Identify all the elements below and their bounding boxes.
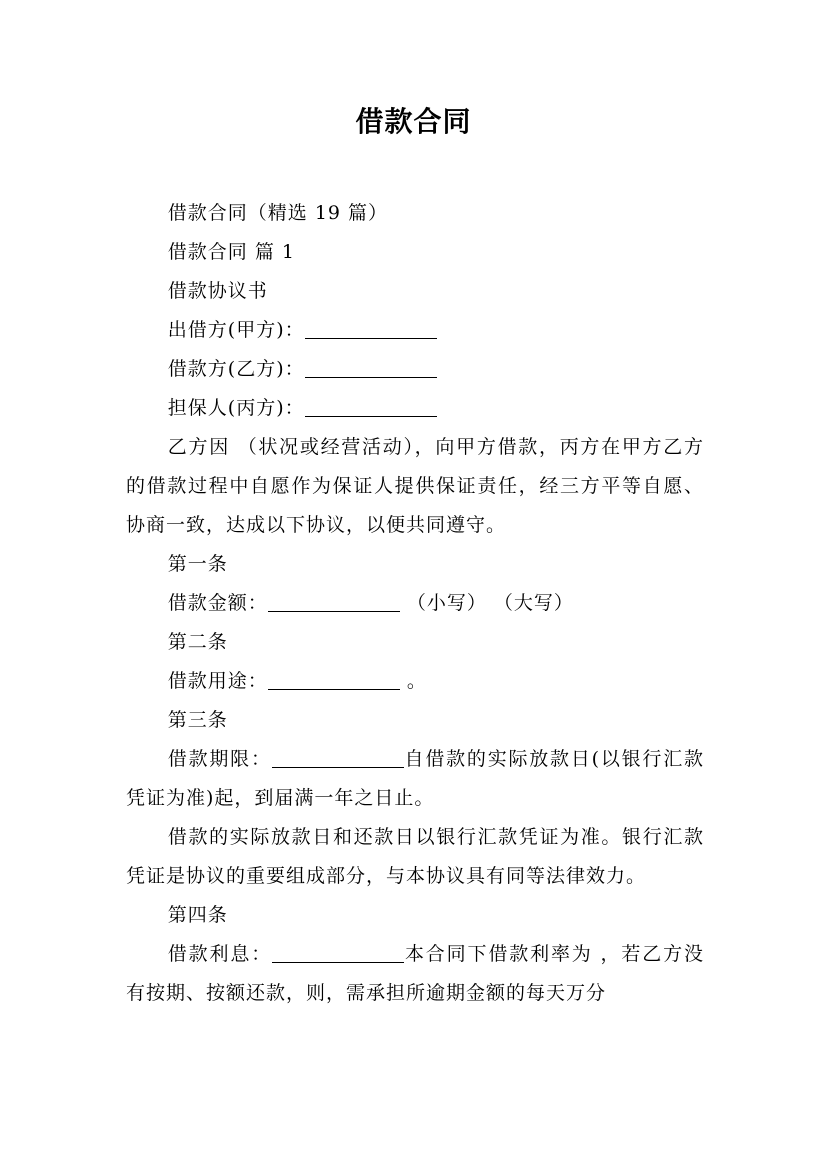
amount-line	[126, 584, 704, 623]
interest-paragraph	[126, 935, 704, 1013]
borrower-line	[126, 350, 704, 389]
document-title: 借款合同	[355, 105, 472, 138]
term-note-paragraph: 借款的实际放款日和还款日以银行汇款凭证为准。银行汇款凭证是协议的重要组成部分，与本协议具有同等法律效力。	[126, 826, 704, 887]
purpose-suffix: 。	[399, 670, 427, 692]
lender-blank	[305, 319, 437, 339]
term-paragraph	[126, 740, 704, 818]
purpose-line	[126, 662, 704, 701]
interest-blank	[272, 943, 404, 963]
chapter-line: 借款合同 篇 1	[167, 241, 295, 263]
subtitle-line: 借款合同（精选 19 篇）	[167, 202, 389, 224]
document-body	[126, 194, 704, 1013]
lender-line	[126, 311, 704, 350]
amount-suffix: （小写） （大写）	[399, 592, 574, 614]
borrower-blank	[305, 358, 437, 378]
term-blank	[272, 748, 404, 768]
interest-suffix: 本合同下借款利率为 ，若乙方没有按期、按额还款，则，需承担所逾期金额的每天万分	[126, 943, 704, 1004]
article-2-heading: 第二条	[167, 631, 228, 653]
guarantor-blank	[305, 397, 437, 417]
amount-blank	[268, 592, 400, 612]
article-4-heading: 第四条	[167, 904, 228, 926]
lender-label: 出借方(甲方)：	[167, 319, 305, 341]
term-suffix: 自借款的实际放款日(以银行汇款凭证为准)起，到届满一年之日止。	[126, 748, 704, 809]
article-1-heading: 第一条	[167, 553, 228, 575]
purpose-blank	[268, 670, 400, 690]
agreement-title-line: 借款协议书	[167, 280, 268, 302]
borrower-label: 借款方(乙方)：	[167, 358, 305, 380]
interest-label: 借款利息：	[167, 943, 273, 965]
guarantor-label: 担保人(丙方)：	[167, 397, 305, 419]
term-label: 借款期限：	[167, 748, 272, 770]
article-3-heading: 第三条	[167, 709, 228, 731]
purpose-label: 借款用途：	[167, 670, 268, 692]
guarantor-line	[126, 389, 704, 428]
preamble-paragraph: 乙方因 （状况或经营活动），向甲方借款，丙方在甲方乙方的借款过程中自愿作为保证人提供保证责任，经三方平等自愿、协商一致，达成以下协议，以便共同遵守。	[126, 436, 704, 536]
amount-label: 借款金额：	[167, 592, 268, 614]
